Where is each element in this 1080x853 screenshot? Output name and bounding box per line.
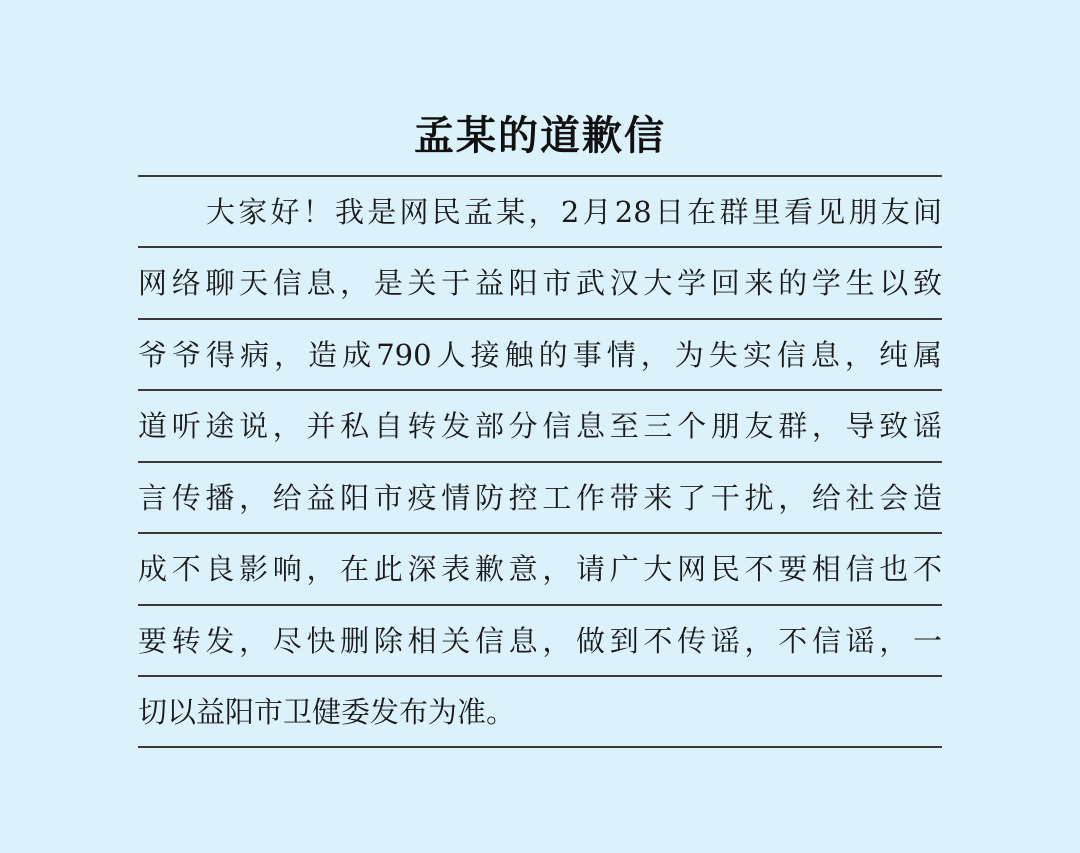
letter-line: 网络聊天信息，是关于益阳市武汉大学回来的学生以致 bbox=[138, 266, 942, 300]
letter-line: 言传播，给益阳市疫情防控工作带来了干扰，给社会造 bbox=[138, 481, 942, 515]
letter-line: 切以益阳市卫健委发布为准。 bbox=[138, 695, 516, 729]
letter-line: 要转发，尽快删除相关信息，做到不传谣，不信谣，一 bbox=[138, 624, 942, 658]
letter-title: 孟某的道歉信 bbox=[414, 112, 666, 159]
letter-line: 爷爷得病，造成790人接触的事情，为失实信息，纯属 bbox=[138, 338, 942, 372]
ruled-line bbox=[138, 746, 942, 748]
letter-line: 大家好！我是网民孟某，2月28日在群里看见朋友间 bbox=[206, 195, 942, 229]
letter-line: 成不良影响，在此深表歉意，请广大网民不要相信也不 bbox=[138, 552, 942, 586]
letter-line: 道听途说，并私自转发部分信息至三个朋友群，导致谣 bbox=[138, 409, 942, 443]
